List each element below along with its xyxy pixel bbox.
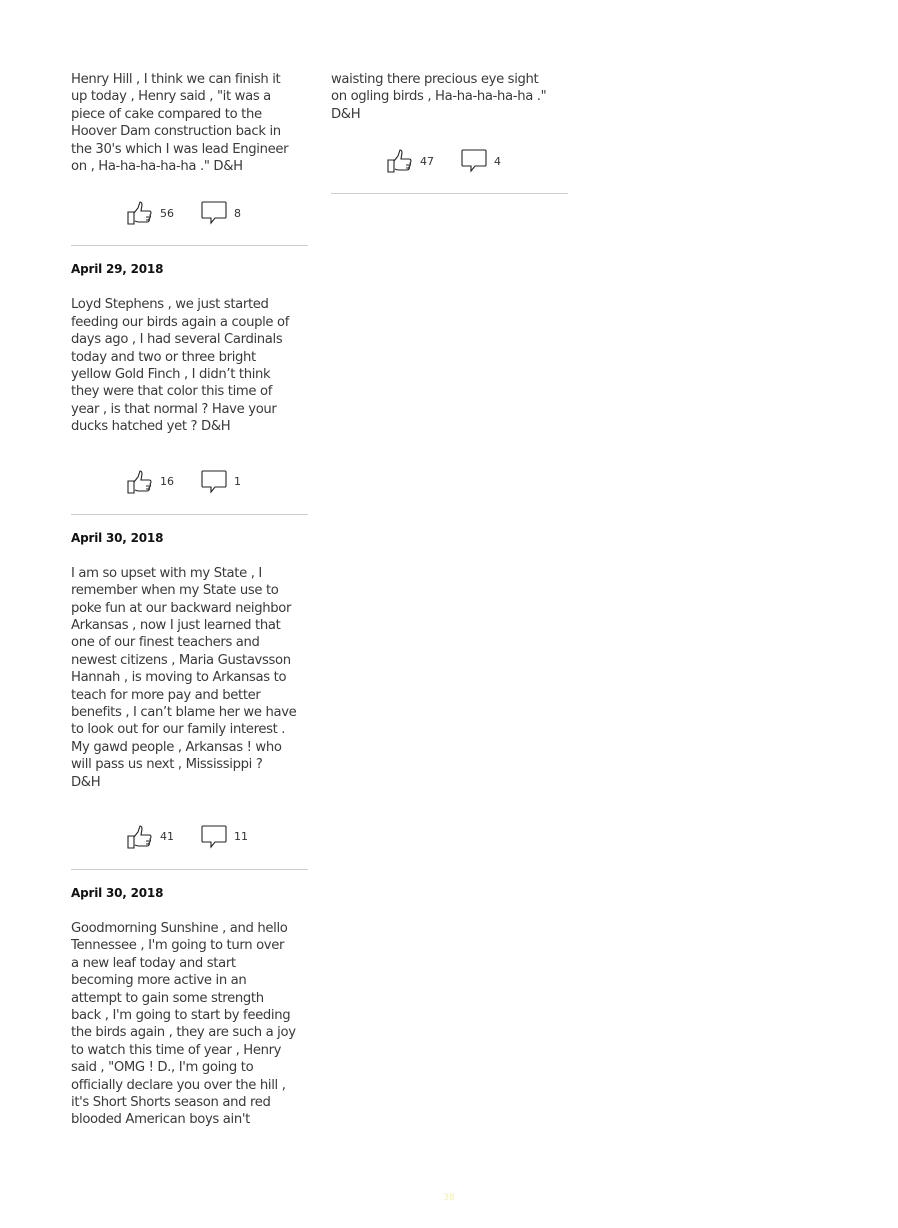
left-column bbox=[71, 71, 308, 1129]
comment-count: 8 bbox=[234, 206, 241, 220]
like-count: 16 bbox=[160, 475, 174, 489]
post bbox=[71, 262, 308, 514]
post-text: waisting there precious eye sight on ogling birds , Ha-ha-ha-ha-ha ." D&H bbox=[331, 72, 547, 122]
post-divider bbox=[71, 245, 308, 246]
post-meta bbox=[126, 823, 308, 851]
thumbs-up-icon[interactable] bbox=[126, 823, 154, 851]
page-number: 38 bbox=[443, 1193, 455, 1203]
speech-bubble-icon[interactable] bbox=[460, 147, 488, 175]
post bbox=[71, 531, 308, 870]
like-count: 47 bbox=[420, 154, 434, 168]
like-count: 41 bbox=[160, 830, 174, 844]
post-meta bbox=[126, 199, 308, 227]
speech-bubble-icon[interactable] bbox=[200, 199, 228, 227]
post-meta bbox=[386, 147, 568, 175]
post-divider bbox=[331, 193, 568, 194]
post-date: April 30, 2018 bbox=[71, 885, 164, 900]
comment-count: 4 bbox=[494, 154, 501, 168]
speech-bubble-icon[interactable] bbox=[200, 468, 228, 496]
post bbox=[71, 886, 308, 1129]
like-count: 56 bbox=[160, 206, 174, 220]
post-text: I am so upset with my State , I remember when my State use to poke fun at our backward neighbor Arkansas , now I just learned that one of our finest teachers and newest citizens , Maria Gustavsson Hannah , is moving to Arkansas to teach for more pay and better benefits , I can’t blame her we have to look out for our family interest . My gawd people , Arkansas ! who will pass us next , Mississippi ? D&H bbox=[71, 565, 297, 790]
post-divider bbox=[71, 514, 308, 515]
post-date: April 29, 2018 bbox=[71, 262, 164, 277]
post-date: April 30, 2018 bbox=[71, 530, 164, 545]
post-fragment bbox=[71, 71, 308, 246]
post-meta bbox=[126, 468, 308, 496]
right-column bbox=[331, 71, 568, 210]
post-divider bbox=[71, 869, 308, 870]
thumbs-up-icon[interactable] bbox=[126, 199, 154, 227]
thumbs-up-icon[interactable] bbox=[386, 147, 414, 175]
post-text: Goodmorning Sunshine , and hello Tennessee , I'm going to turn over a new leaf today and start becoming more active in an attempt to gain some strength back , I'm going to start by feeding the birds again , they are such a joy to watch this time of year , Henry said , "OMG ! D., I'm going to officially declare you over the hill , it's Short Shorts season and red blooded American boys ain't bbox=[71, 920, 296, 1128]
post-text: Henry Hill , I think we can finish it up today , Henry said , "it was a piece of cake compared to the Hoover Dam construction back in the 30's which I was lead Engineer on , Ha-ha-ha-ha-ha ." D&H bbox=[71, 72, 289, 175]
post-text: Loyd Stephens , we just started feeding our birds again a couple of days ago , I had several Cardinals today and two or three bright yellow Gold Finch , I didn’t think they were that color this time of year , is that normal ? Have your ducks hatched yet ? D&H bbox=[71, 297, 290, 435]
comment-count: 11 bbox=[234, 830, 248, 844]
speech-bubble-icon[interactable] bbox=[200, 823, 228, 851]
thumbs-up-icon[interactable] bbox=[126, 468, 154, 496]
comment-count: 1 bbox=[234, 475, 241, 489]
post-continuation bbox=[331, 71, 568, 194]
